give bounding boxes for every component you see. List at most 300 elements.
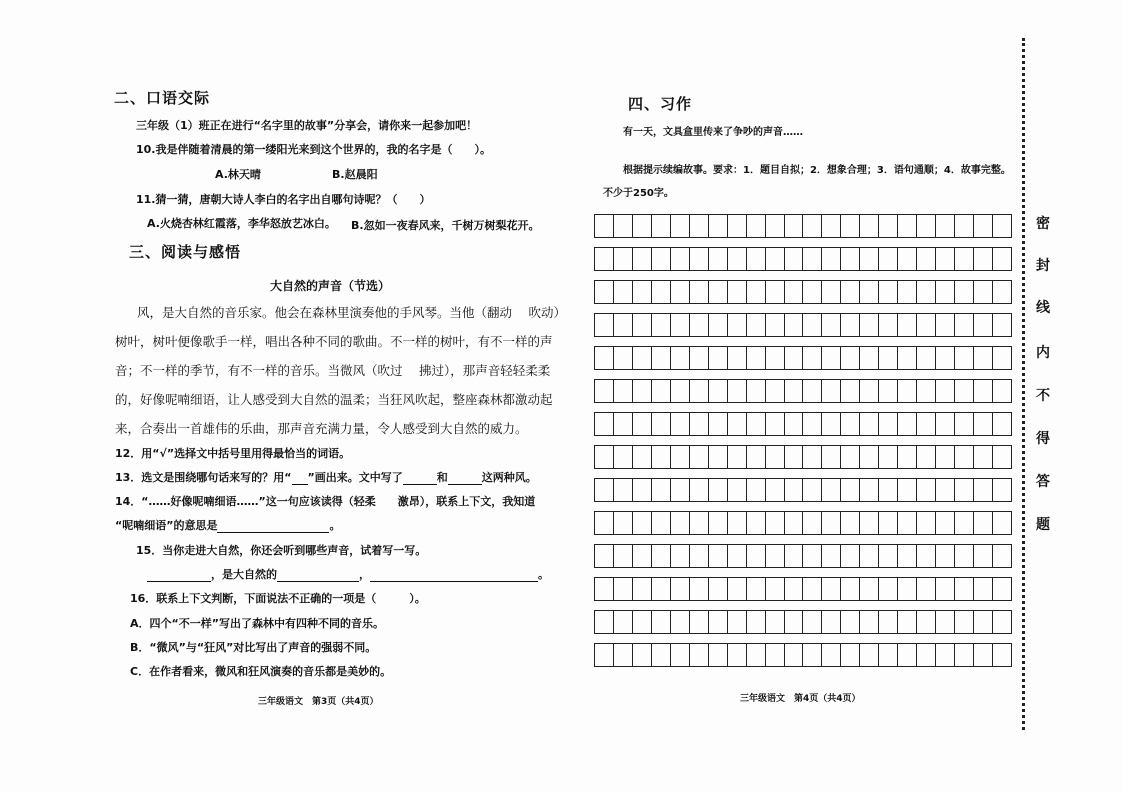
grid-cell[interactable] [595, 380, 614, 402]
grid-cell[interactable] [766, 314, 785, 336]
grid-cell[interactable] [728, 347, 747, 369]
grid-cell[interactable] [898, 545, 917, 567]
grid-cell[interactable] [993, 446, 1011, 468]
grid-cell[interactable] [785, 215, 804, 237]
grid-cell[interactable] [822, 446, 841, 468]
grid-cell[interactable] [652, 215, 671, 237]
grid-cell[interactable] [898, 215, 917, 237]
grid-cell[interactable] [728, 545, 747, 567]
grid-cell[interactable] [860, 314, 879, 336]
q15-answer-blank-3[interactable] [370, 569, 538, 582]
grid-cell[interactable] [803, 545, 822, 567]
grid-cell[interactable] [728, 644, 747, 666]
grid-cell[interactable] [822, 578, 841, 600]
grid-cell[interactable] [614, 380, 633, 402]
grid-cell[interactable] [860, 644, 879, 666]
grid-cell[interactable] [633, 314, 652, 336]
grid-cell[interactable] [936, 578, 955, 600]
grid-cell[interactable] [879, 611, 898, 633]
grid-cell[interactable] [898, 281, 917, 303]
grid-cell[interactable] [803, 281, 822, 303]
grid-cell[interactable] [671, 215, 690, 237]
grid-cell[interactable] [860, 512, 879, 534]
grid-cell[interactable] [841, 380, 860, 402]
grid-cell[interactable] [993, 314, 1011, 336]
grid-cell[interactable] [728, 413, 747, 435]
grid-cell[interactable] [936, 314, 955, 336]
grid-cell[interactable] [993, 479, 1011, 501]
grid-cell[interactable] [822, 380, 841, 402]
grid-cell[interactable] [860, 479, 879, 501]
grid-cell[interactable] [803, 512, 822, 534]
grid-cell[interactable] [690, 644, 709, 666]
grid-cell[interactable] [633, 281, 652, 303]
grid-cell[interactable] [595, 611, 614, 633]
grid-cell[interactable] [785, 611, 804, 633]
grid-cell[interactable] [841, 413, 860, 435]
grid-cell[interactable] [955, 413, 974, 435]
grid-cell[interactable] [974, 380, 993, 402]
grid-cell[interactable] [766, 281, 785, 303]
grid-cell[interactable] [709, 380, 728, 402]
grid-cell[interactable] [747, 413, 766, 435]
grid-cell[interactable] [785, 281, 804, 303]
grid-cell[interactable] [917, 413, 936, 435]
grid-cell[interactable] [652, 479, 671, 501]
grid-cell[interactable] [766, 413, 785, 435]
grid-cell[interactable] [917, 512, 936, 534]
grid-cell[interactable] [633, 611, 652, 633]
grid-cell[interactable] [898, 479, 917, 501]
grid-cell[interactable] [633, 446, 652, 468]
grid-cell[interactable] [974, 446, 993, 468]
grid-cell[interactable] [614, 281, 633, 303]
grid-cell[interactable] [898, 314, 917, 336]
grid-cell[interactable] [652, 413, 671, 435]
grid-cell[interactable] [766, 578, 785, 600]
grid-cell[interactable] [614, 413, 633, 435]
grid-cell[interactable] [690, 281, 709, 303]
grid-cell[interactable] [785, 545, 804, 567]
grid-cell[interactable] [955, 281, 974, 303]
grid-cell[interactable] [936, 413, 955, 435]
grid-cell[interactable] [803, 446, 822, 468]
grid-cell[interactable] [614, 644, 633, 666]
grid-cell[interactable] [993, 413, 1011, 435]
grid-cell[interactable] [879, 644, 898, 666]
grid-cell[interactable] [803, 347, 822, 369]
grid-cell[interactable] [879, 281, 898, 303]
grid-cell[interactable] [955, 347, 974, 369]
grid-cell[interactable] [614, 545, 633, 567]
grid-cell[interactable] [803, 413, 822, 435]
grid-cell[interactable] [822, 314, 841, 336]
grid-cell[interactable] [955, 512, 974, 534]
grid-cell[interactable] [993, 545, 1011, 567]
grid-cell[interactable] [917, 215, 936, 237]
grid-cell[interactable] [690, 578, 709, 600]
grid-cell[interactable] [955, 314, 974, 336]
grid-cell[interactable] [860, 347, 879, 369]
composition-grid[interactable] [594, 214, 1012, 676]
grid-cell[interactable] [803, 248, 822, 270]
grid-cell[interactable] [614, 512, 633, 534]
grid-cell[interactable] [974, 479, 993, 501]
grid-cell[interactable] [652, 578, 671, 600]
grid-cell[interactable] [860, 248, 879, 270]
grid-cell[interactable] [747, 479, 766, 501]
grid-cell[interactable] [614, 347, 633, 369]
grid-cell[interactable] [747, 446, 766, 468]
grid-cell[interactable] [652, 248, 671, 270]
grid-cell[interactable] [936, 479, 955, 501]
grid-cell[interactable] [766, 248, 785, 270]
grid-cell[interactable] [993, 281, 1011, 303]
grid-cell[interactable] [841, 314, 860, 336]
grid-cell[interactable] [652, 644, 671, 666]
grid-cell[interactable] [785, 347, 804, 369]
grid-cell[interactable] [917, 281, 936, 303]
grid-cell[interactable] [974, 578, 993, 600]
grid-cell[interactable] [879, 248, 898, 270]
grid-cell[interactable] [822, 644, 841, 666]
grid-cell[interactable] [803, 215, 822, 237]
grid-cell[interactable] [879, 545, 898, 567]
grid-cell[interactable] [690, 446, 709, 468]
grid-cell[interactable] [766, 644, 785, 666]
grid-cell[interactable] [614, 578, 633, 600]
grid-cell[interactable] [936, 545, 955, 567]
grid-cell[interactable] [993, 380, 1011, 402]
grid-cell[interactable] [652, 281, 671, 303]
grid-cell[interactable] [955, 248, 974, 270]
grid-cell[interactable] [955, 215, 974, 237]
grid-cell[interactable] [614, 314, 633, 336]
grid-cell[interactable] [671, 611, 690, 633]
grid-cell[interactable] [709, 545, 728, 567]
grid-cell[interactable] [633, 644, 652, 666]
grid-cell[interactable] [709, 644, 728, 666]
grid-cell[interactable] [614, 479, 633, 501]
grid-cell[interactable] [633, 248, 652, 270]
grid-cell[interactable] [785, 512, 804, 534]
grid-cell[interactable] [747, 215, 766, 237]
grid-cell[interactable] [860, 281, 879, 303]
grid-cell[interactable] [860, 446, 879, 468]
grid-cell[interactable] [822, 281, 841, 303]
grid-cell[interactable] [595, 314, 614, 336]
grid-cell[interactable] [633, 578, 652, 600]
grid-cell[interactable] [955, 644, 974, 666]
grid-cell[interactable] [671, 413, 690, 435]
grid-cell[interactable] [652, 380, 671, 402]
grid-cell[interactable] [633, 545, 652, 567]
grid-cell[interactable] [728, 380, 747, 402]
grid-cell[interactable] [728, 281, 747, 303]
grid-cell[interactable] [860, 413, 879, 435]
grid-cell[interactable] [936, 446, 955, 468]
grid-cell[interactable] [993, 512, 1011, 534]
grid-cell[interactable] [898, 248, 917, 270]
grid-cell[interactable] [879, 314, 898, 336]
grid-cell[interactable] [841, 446, 860, 468]
grid-cell[interactable] [993, 347, 1011, 369]
grid-cell[interactable] [936, 347, 955, 369]
grid-cell[interactable] [785, 413, 804, 435]
grid-cell[interactable] [974, 281, 993, 303]
q15-answer-blank-2[interactable] [277, 569, 359, 582]
grid-cell[interactable] [917, 611, 936, 633]
grid-cell[interactable] [974, 347, 993, 369]
grid-cell[interactable] [728, 215, 747, 237]
grid-cell[interactable] [993, 611, 1011, 633]
grid-cell[interactable] [974, 611, 993, 633]
grid-cell[interactable] [785, 578, 804, 600]
grid-cell[interactable] [879, 380, 898, 402]
grid-cell[interactable] [690, 611, 709, 633]
grid-cell[interactable] [747, 545, 766, 567]
grid-cell[interactable] [841, 479, 860, 501]
grid-cell[interactable] [822, 215, 841, 237]
grid-cell[interactable] [633, 215, 652, 237]
grid-cell[interactable] [595, 512, 614, 534]
grid-cell[interactable] [917, 644, 936, 666]
grid-cell[interactable] [728, 248, 747, 270]
grid-cell[interactable] [879, 479, 898, 501]
grid-cell[interactable] [614, 248, 633, 270]
grid-cell[interactable] [955, 380, 974, 402]
grid-cell[interactable] [879, 446, 898, 468]
grid-cell[interactable] [709, 578, 728, 600]
grid-cell[interactable] [747, 281, 766, 303]
grid-cell[interactable] [633, 413, 652, 435]
grid-cell[interactable] [917, 248, 936, 270]
grid-cell[interactable] [595, 644, 614, 666]
grid-cell[interactable] [652, 347, 671, 369]
grid-cell[interactable] [803, 314, 822, 336]
grid-cell[interactable] [766, 380, 785, 402]
grid-cell[interactable] [974, 314, 993, 336]
grid-cell[interactable] [955, 611, 974, 633]
grid-cell[interactable] [936, 248, 955, 270]
grid-cell[interactable] [671, 644, 690, 666]
grid-cell[interactable] [766, 479, 785, 501]
grid-cell[interactable] [709, 215, 728, 237]
grid-cell[interactable] [803, 611, 822, 633]
grid-cell[interactable] [690, 545, 709, 567]
grid-cell[interactable] [879, 215, 898, 237]
grid-cell[interactable] [898, 644, 917, 666]
grid-cell[interactable] [747, 578, 766, 600]
grid-cell[interactable] [879, 578, 898, 600]
grid-cell[interactable] [785, 446, 804, 468]
grid-cell[interactable] [993, 248, 1011, 270]
grid-cell[interactable] [728, 578, 747, 600]
grid-cell[interactable] [803, 644, 822, 666]
grid-cell[interactable] [690, 314, 709, 336]
grid-cell[interactable] [898, 446, 917, 468]
grid-cell[interactable] [841, 347, 860, 369]
grid-cell[interactable] [652, 611, 671, 633]
grid-cell[interactable] [747, 611, 766, 633]
grid-cell[interactable] [671, 281, 690, 303]
grid-cell[interactable] [709, 281, 728, 303]
grid-cell[interactable] [766, 215, 785, 237]
grid-cell[interactable] [955, 578, 974, 600]
grid-cell[interactable] [728, 314, 747, 336]
grid-cell[interactable] [841, 512, 860, 534]
grid-cell[interactable] [652, 545, 671, 567]
grid-cell[interactable] [671, 545, 690, 567]
grid-cell[interactable] [690, 347, 709, 369]
grid-cell[interactable] [709, 479, 728, 501]
grid-cell[interactable] [974, 545, 993, 567]
grid-cell[interactable] [841, 281, 860, 303]
grid-cell[interactable] [860, 578, 879, 600]
grid-cell[interactable] [709, 611, 728, 633]
grid-cell[interactable] [785, 380, 804, 402]
grid-cell[interactable] [822, 248, 841, 270]
grid-cell[interactable] [841, 644, 860, 666]
grid-cell[interactable] [785, 314, 804, 336]
grid-cell[interactable] [671, 479, 690, 501]
grid-cell[interactable] [671, 248, 690, 270]
grid-cell[interactable] [690, 413, 709, 435]
grid-cell[interactable] [936, 215, 955, 237]
grid-cell[interactable] [898, 578, 917, 600]
grid-cell[interactable] [595, 578, 614, 600]
grid-cell[interactable] [747, 347, 766, 369]
grid-cell[interactable] [690, 215, 709, 237]
q13-mark-blank[interactable] [292, 472, 308, 485]
grid-cell[interactable] [917, 347, 936, 369]
grid-cell[interactable] [974, 644, 993, 666]
grid-cell[interactable] [898, 611, 917, 633]
grid-cell[interactable] [974, 413, 993, 435]
grid-cell[interactable] [595, 248, 614, 270]
grid-cell[interactable] [690, 248, 709, 270]
grid-cell[interactable] [766, 545, 785, 567]
grid-cell[interactable] [709, 413, 728, 435]
grid-cell[interactable] [785, 248, 804, 270]
grid-cell[interactable] [595, 347, 614, 369]
grid-cell[interactable] [822, 347, 841, 369]
grid-cell[interactable] [747, 644, 766, 666]
grid-cell[interactable] [595, 281, 614, 303]
grid-cell[interactable] [879, 413, 898, 435]
grid-cell[interactable] [709, 248, 728, 270]
q13-answer-blank-2[interactable] [448, 472, 482, 485]
grid-cell[interactable] [860, 611, 879, 633]
grid-cell[interactable] [993, 644, 1011, 666]
grid-cell[interactable] [822, 611, 841, 633]
grid-cell[interactable] [917, 314, 936, 336]
grid-cell[interactable] [595, 446, 614, 468]
grid-cell[interactable] [766, 446, 785, 468]
grid-cell[interactable] [936, 380, 955, 402]
grid-cell[interactable] [671, 380, 690, 402]
grid-cell[interactable] [841, 215, 860, 237]
grid-cell[interactable] [671, 314, 690, 336]
grid-cell[interactable] [822, 512, 841, 534]
grid-cell[interactable] [747, 512, 766, 534]
grid-cell[interactable] [652, 512, 671, 534]
grid-cell[interactable] [728, 479, 747, 501]
grid-cell[interactable] [803, 578, 822, 600]
grid-cell[interactable] [690, 512, 709, 534]
grid-cell[interactable] [766, 512, 785, 534]
grid-cell[interactable] [936, 281, 955, 303]
grid-cell[interactable] [955, 446, 974, 468]
grid-cell[interactable] [917, 446, 936, 468]
grid-cell[interactable] [955, 545, 974, 567]
grid-cell[interactable] [803, 380, 822, 402]
grid-cell[interactable] [860, 380, 879, 402]
grid-cell[interactable] [766, 611, 785, 633]
grid-cell[interactable] [671, 578, 690, 600]
grid-cell[interactable] [917, 545, 936, 567]
grid-cell[interactable] [898, 512, 917, 534]
grid-cell[interactable] [860, 545, 879, 567]
q15-answer-blank-1[interactable] [147, 569, 211, 582]
grid-cell[interactable] [936, 611, 955, 633]
grid-cell[interactable] [614, 446, 633, 468]
grid-cell[interactable] [747, 380, 766, 402]
grid-cell[interactable] [898, 380, 917, 402]
grid-cell[interactable] [917, 479, 936, 501]
grid-cell[interactable] [917, 578, 936, 600]
grid-cell[interactable] [728, 611, 747, 633]
grid-cell[interactable] [766, 347, 785, 369]
q13-answer-blank-1[interactable] [403, 472, 437, 485]
grid-cell[interactable] [974, 248, 993, 270]
grid-cell[interactable] [690, 380, 709, 402]
grid-cell[interactable] [993, 215, 1011, 237]
grid-cell[interactable] [785, 644, 804, 666]
grid-cell[interactable] [709, 512, 728, 534]
grid-cell[interactable] [879, 512, 898, 534]
grid-cell[interactable] [709, 446, 728, 468]
grid-cell[interactable] [822, 479, 841, 501]
grid-cell[interactable] [993, 578, 1011, 600]
grid-cell[interactable] [633, 347, 652, 369]
grid-cell[interactable] [633, 512, 652, 534]
grid-cell[interactable] [974, 215, 993, 237]
grid-cell[interactable] [728, 446, 747, 468]
grid-cell[interactable] [652, 446, 671, 468]
grid-cell[interactable] [671, 446, 690, 468]
grid-cell[interactable] [633, 380, 652, 402]
grid-cell[interactable] [822, 545, 841, 567]
grid-cell[interactable] [614, 215, 633, 237]
grid-cell[interactable] [841, 611, 860, 633]
grid-cell[interactable] [671, 347, 690, 369]
grid-cell[interactable] [841, 248, 860, 270]
grid-cell[interactable] [595, 545, 614, 567]
grid-cell[interactable] [690, 479, 709, 501]
grid-cell[interactable] [709, 347, 728, 369]
grid-cell[interactable] [595, 413, 614, 435]
grid-cell[interactable] [841, 545, 860, 567]
grid-cell[interactable] [595, 479, 614, 501]
grid-cell[interactable] [955, 479, 974, 501]
grid-cell[interactable] [822, 413, 841, 435]
grid-cell[interactable] [747, 248, 766, 270]
grid-cell[interactable] [936, 644, 955, 666]
grid-cell[interactable] [803, 479, 822, 501]
grid-cell[interactable] [595, 215, 614, 237]
grid-cell[interactable] [936, 512, 955, 534]
